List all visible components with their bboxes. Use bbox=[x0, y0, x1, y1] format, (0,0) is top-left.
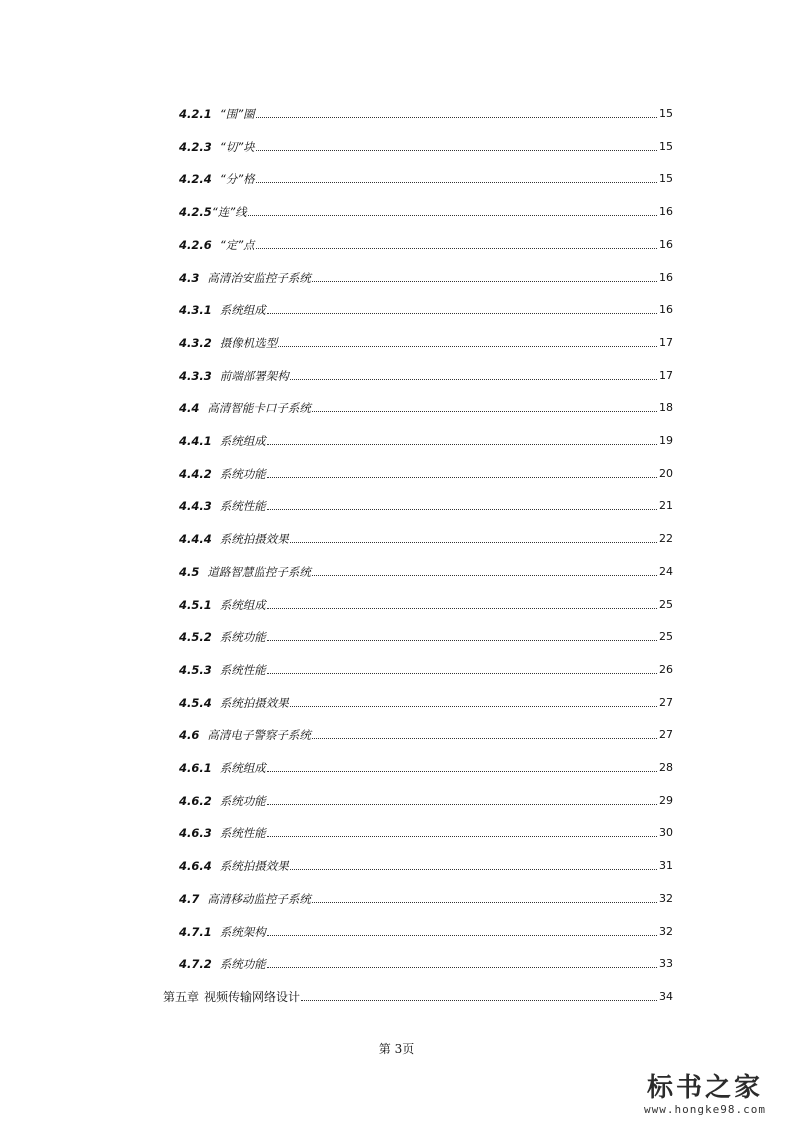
toc-entry-page: 32 bbox=[659, 924, 673, 938]
toc-entry-number: 4.3.1 bbox=[179, 303, 212, 318]
toc-entry[interactable] bbox=[179, 266, 673, 286]
toc-entry[interactable] bbox=[179, 920, 673, 940]
toc-chapter-entry[interactable] bbox=[163, 985, 673, 1005]
toc-entry[interactable] bbox=[179, 135, 673, 155]
toc-dot-leader bbox=[267, 312, 657, 314]
toc-entry[interactable] bbox=[179, 625, 673, 645]
toc-dot-leader bbox=[301, 999, 657, 1001]
toc-entry-page: 17 bbox=[659, 368, 673, 382]
toc-entry-title: “定”点 bbox=[219, 237, 255, 252]
toc-entry-number: 4.6.4 bbox=[179, 859, 212, 874]
toc-entry-title: 系统功能 bbox=[219, 957, 266, 972]
page-number-footer: 第 3页 bbox=[378, 1042, 415, 1056]
toc-entry-page: 32 bbox=[659, 891, 673, 905]
toc-entry-title: “围”圈 bbox=[219, 107, 255, 121]
toc-entry[interactable] bbox=[179, 494, 673, 514]
toc-entry-page: 34 bbox=[659, 989, 673, 1003]
toc-dot-leader bbox=[278, 345, 657, 347]
toc-entry-title: 系统拍摄效果 bbox=[219, 532, 289, 547]
toc-entry-title: 系统拍摄效果 bbox=[219, 695, 289, 710]
toc-entry-page: 16 bbox=[659, 205, 673, 219]
toc-entry-title: “切”块 bbox=[219, 139, 255, 154]
toc-entry-number: 4.2.4 bbox=[179, 172, 212, 187]
toc-entry[interactable] bbox=[179, 789, 673, 809]
toc-entry-page: 25 bbox=[659, 630, 673, 644]
toc-entry-title: 系统组成 bbox=[219, 434, 266, 448]
toc-dot-leader bbox=[256, 181, 657, 183]
toc-entry-title: 系统性能 bbox=[219, 499, 266, 514]
toc-entry-title: 高清移动监控子系统 bbox=[207, 891, 311, 906]
toc-entry-page: 17 bbox=[659, 335, 673, 349]
toc-entry-page: 19 bbox=[659, 434, 673, 447]
toc-entry-title: 系统性能 bbox=[219, 662, 266, 677]
toc-entry-title: 系统组成 bbox=[219, 597, 266, 612]
toc-entry-number: 4.2.6 bbox=[179, 237, 212, 252]
watermark bbox=[625, 1073, 785, 1116]
toc-dot-leader bbox=[267, 607, 657, 609]
toc-entry-page: 25 bbox=[659, 597, 673, 611]
toc-dot-leader bbox=[312, 280, 657, 282]
toc-dot-leader bbox=[267, 966, 657, 968]
toc-dot-leader bbox=[290, 705, 657, 707]
toc-entry-number: 4.6.3 bbox=[179, 826, 212, 841]
toc-entry-number: 4.7.1 bbox=[179, 924, 212, 939]
toc-entry[interactable] bbox=[179, 723, 673, 743]
toc-entry-page: 16 bbox=[659, 303, 673, 317]
toc-entry[interactable] bbox=[179, 952, 673, 972]
toc-entry[interactable] bbox=[179, 658, 673, 678]
toc-entry-title: 系统组成 bbox=[219, 761, 266, 775]
toc-entry-number: 4.2.5 bbox=[179, 205, 212, 220]
toc-entry[interactable] bbox=[179, 593, 673, 613]
toc-dot-leader bbox=[267, 835, 657, 837]
toc-entry-number: 4.3.3 bbox=[179, 368, 212, 383]
toc-entry-page: 20 bbox=[659, 466, 673, 480]
toc-entry[interactable] bbox=[179, 233, 673, 253]
toc-entry-page: 30 bbox=[659, 826, 673, 840]
toc-entry[interactable] bbox=[179, 821, 673, 841]
toc-entry-page: 31 bbox=[659, 859, 673, 873]
toc-entry-page: 15 bbox=[659, 172, 673, 186]
toc-entry[interactable] bbox=[179, 429, 673, 449]
toc-entry-number: 4.3 bbox=[179, 270, 200, 285]
toc-entry-number: 4.5.4 bbox=[179, 695, 212, 710]
toc-dot-leader bbox=[267, 508, 657, 510]
toc-entry-page: 16 bbox=[659, 270, 673, 284]
toc-dot-leader bbox=[312, 410, 657, 412]
toc-entry-page: 21 bbox=[659, 499, 673, 513]
toc-entry-number: 4.7.2 bbox=[179, 957, 212, 972]
toc-entry-title: 视频传输网络设计 bbox=[204, 989, 301, 1004]
toc-entry-number: 4.5 bbox=[179, 564, 200, 579]
toc-entry[interactable] bbox=[179, 527, 673, 547]
toc-dot-leader bbox=[312, 901, 657, 903]
toc-entry[interactable] bbox=[179, 854, 673, 874]
toc-entry-title: 系统架构 bbox=[219, 924, 266, 939]
toc-dot-leader bbox=[248, 214, 657, 216]
toc-entry-number: 4.4 bbox=[179, 401, 200, 416]
toc-dot-leader bbox=[267, 476, 657, 478]
toc-entry-number: 4.5.1 bbox=[179, 597, 212, 612]
toc-dot-leader bbox=[267, 770, 657, 772]
toc-entry-page: 28 bbox=[659, 761, 673, 774]
toc-dot-leader bbox=[256, 247, 657, 249]
toc-entry-title: 系统组成 bbox=[219, 303, 266, 318]
toc-entry-page: 16 bbox=[659, 237, 673, 251]
toc-entry-page: 26 bbox=[659, 662, 673, 676]
toc-entry-title: 道路智慧监控子系统 bbox=[207, 564, 311, 579]
toc-entry-title: 高清电子警察子系统 bbox=[207, 728, 311, 743]
toc-entry-title: 前端部署架构 bbox=[219, 368, 289, 383]
toc-entry-number: 4.2.1 bbox=[179, 107, 212, 121]
toc-entry[interactable] bbox=[179, 462, 673, 482]
toc-entry-number: 4.5.2 bbox=[179, 630, 212, 645]
toc-entry[interactable] bbox=[179, 396, 673, 416]
toc-entry-title: 系统性能 bbox=[219, 826, 266, 841]
toc-entry-title: 系统功能 bbox=[219, 630, 266, 645]
toc-entry-page: 15 bbox=[659, 139, 673, 153]
toc-entry-number: 4.4.1 bbox=[179, 434, 212, 448]
toc-entry-title: 摄像机选型 bbox=[219, 335, 278, 350]
toc-entry[interactable] bbox=[179, 102, 673, 122]
watermark-logo: 标书之家 bbox=[646, 1073, 763, 1103]
toc-entry[interactable] bbox=[179, 691, 673, 711]
toc-entry[interactable] bbox=[179, 887, 673, 907]
toc-entry[interactable] bbox=[179, 756, 673, 776]
toc-entry-number: 4.6.2 bbox=[179, 793, 212, 808]
toc-dot-leader bbox=[267, 803, 657, 805]
toc-entry-number: 第五章 bbox=[163, 989, 200, 1004]
toc-dot-leader bbox=[267, 934, 657, 936]
toc-dot-leader bbox=[256, 149, 657, 151]
toc-entry-title: 高清治安监控子系统 bbox=[207, 270, 311, 285]
watermark-url: www.hongke98.com bbox=[644, 1103, 766, 1116]
toc-entry-page: 22 bbox=[659, 532, 673, 546]
toc-entry[interactable] bbox=[179, 167, 673, 187]
toc-entry-title: “连”线 bbox=[211, 205, 247, 220]
toc-entry-title: 系统功能 bbox=[219, 466, 266, 481]
toc-dot-leader bbox=[267, 443, 657, 445]
toc-entry-title: 系统拍摄效果 bbox=[219, 859, 289, 874]
toc-dot-leader bbox=[290, 868, 657, 870]
toc-entry-page: 24 bbox=[659, 564, 673, 578]
toc-entry-number: 4.4.3 bbox=[179, 499, 212, 514]
toc-entry[interactable] bbox=[179, 331, 673, 351]
toc-entry[interactable] bbox=[179, 200, 673, 220]
toc-entry-page: 29 bbox=[659, 793, 673, 807]
toc-dot-leader bbox=[290, 378, 657, 380]
toc-entry-title: 高清智能卡口子系统 bbox=[207, 401, 311, 416]
toc-entry-page: 18 bbox=[659, 401, 673, 415]
toc-entry-title: 系统功能 bbox=[219, 793, 266, 808]
toc-entry[interactable] bbox=[179, 364, 673, 384]
toc-entry-page: 15 bbox=[659, 107, 673, 120]
toc-dot-leader bbox=[267, 672, 657, 674]
toc-entry-page: 27 bbox=[659, 695, 673, 709]
toc-entry-number: 4.5.3 bbox=[179, 662, 212, 677]
toc-entry-number: 4.6 bbox=[179, 728, 200, 743]
toc-entry-title: “分”格 bbox=[219, 172, 255, 187]
toc-dot-leader bbox=[256, 116, 657, 118]
toc-dot-leader bbox=[312, 574, 657, 576]
toc-entry-number: 4.7 bbox=[179, 891, 200, 906]
toc-entry-page: 33 bbox=[659, 957, 673, 971]
toc-dot-leader bbox=[267, 639, 657, 641]
toc-entry-page: 27 bbox=[659, 728, 673, 742]
toc-entry[interactable] bbox=[179, 560, 673, 580]
toc-entry-number: 4.6.1 bbox=[179, 761, 212, 775]
toc-dot-leader bbox=[290, 541, 657, 543]
toc-entry-number: 4.4.2 bbox=[179, 466, 212, 481]
toc-dot-leader bbox=[312, 737, 657, 739]
toc-entry[interactable] bbox=[179, 298, 673, 318]
toc-entry-number: 4.2.3 bbox=[179, 139, 212, 154]
toc-entry-number: 4.4.4 bbox=[179, 532, 212, 547]
toc-entry-number: 4.3.2 bbox=[179, 335, 212, 350]
